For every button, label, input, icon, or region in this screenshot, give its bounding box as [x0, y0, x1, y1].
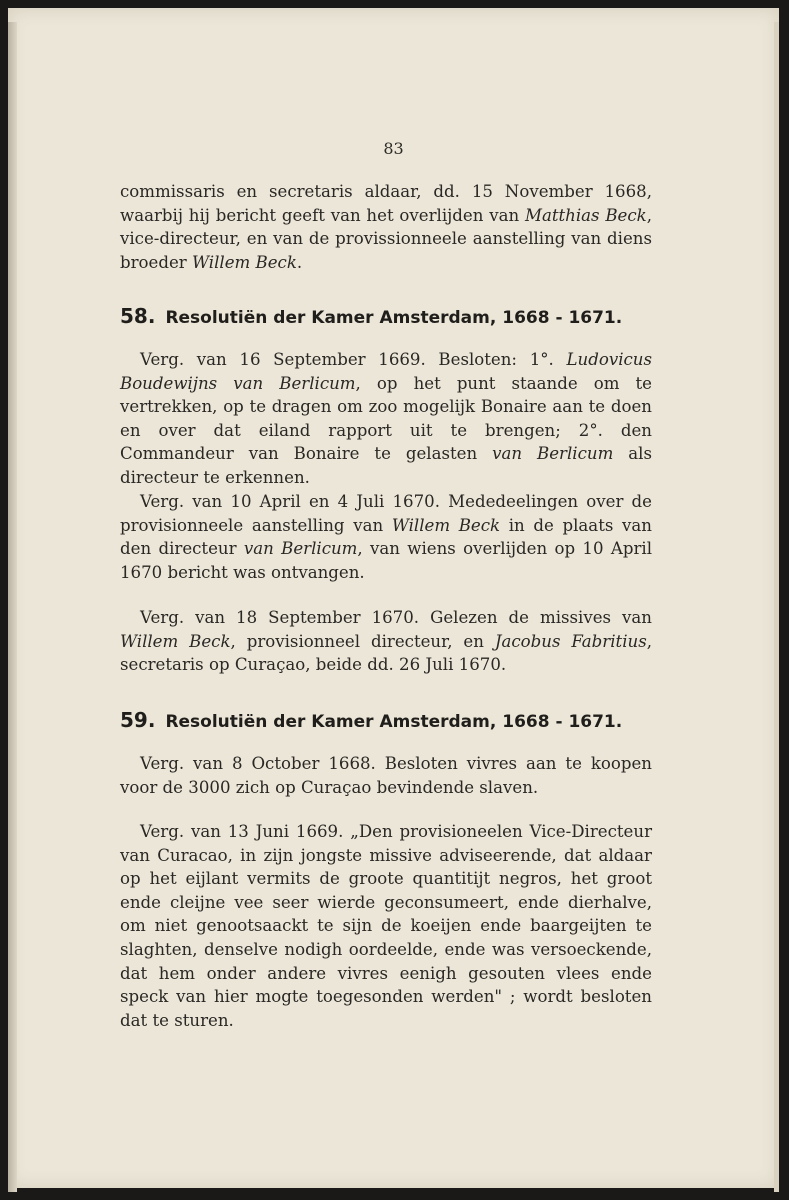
section-title: Resolutiën der Kamer Amsterdam, 1668 - 1671.	[165, 712, 623, 732]
person-name: Willem Beck	[120, 631, 231, 651]
person-name: van Berlicum	[243, 539, 358, 559]
section-number: 58.	[120, 304, 156, 328]
page-binding-edge	[8, 22, 17, 1192]
person-name: Willem Beck	[192, 252, 297, 272]
section-59-paragraph-1: Verg. van 8 October 1668. Besloten vivres aan te koopen voor de 3000 zich op Curaçao bevindende slaven.	[120, 754, 652, 797]
book-page	[8, 8, 779, 1188]
section-heading-58	[120, 304, 652, 328]
page-right-edge	[774, 22, 779, 1192]
section-heading-59	[120, 708, 652, 732]
person-name: Ludovicus Boudewijns van Berlicum	[120, 350, 652, 393]
page-number: 83	[383, 139, 404, 158]
person-name: van Berlicum	[492, 444, 614, 464]
section-58-paragraph-2: Verg. van 10 April en 4 Juli 1670. Mededeelingen over de provisionneele aanstelling van Willem Beck in de plaats van den directeur van Berlicum, van wiens overlijden op 10 April 1670 bericht was ontvangen.	[120, 492, 652, 582]
section-title: Resolutiën der Kamer Amsterdam, 1668 - 1671.	[165, 308, 623, 328]
intro-paragraph: commissaris en secretaris aldaar, dd. 15 November 1668, waarbij hij bericht geeft van het overlijden van Matthias Beck, vice-directeur, en van de provissionneele aanstelling van diens broeder Willem Beck.	[120, 182, 653, 272]
section-59-paragraph-2: Verg. van 13 Juni 1669. „Den provisioneelen Vice-Directeur van Curacao, in zijn jongste missive adviseerende, dat aldaar op het eijlant vermits de groote quantitijt negros, het groot ende cleijne vee seer wierde geconsumeert, ende dierhalve, om niet genootsaackt te sijn de koeijen ende baargeijten te slaghten, denselve nodigh oordeelde, ende was versoeckende, dat hem onder andere vivres eenigh gesouten vlees ende speck van hier mogte toegesonden werden" ; wordt besloten dat te sturen.	[120, 822, 652, 1030]
person-name: Matthias Beck	[524, 205, 647, 225]
person-name: Willem Beck	[391, 515, 501, 535]
section-58-paragraph-3: Verg. van 18 September 1670. Gelezen de missives van Willem Beck, provisionneel directeur, en Jacobus Fabritius, secretaris op Curaçao, beide dd. 26 Juli 1670.	[120, 608, 652, 675]
person-name: Jacobus Fabritius	[494, 631, 647, 651]
section-number: 59.	[120, 708, 156, 732]
section-58-paragraph-1: Verg. van 16 September 1669. Besloten: 1°. Ludovicus Boudewijns van Berlicum, op het punt staande om te vertrekken, op te dragen om zoo mogelijk Bonaire aan te doen en over dat eiland rapport uit te brengen; 2°. den Commandeur van Bonaire te gelasten van Berlicum als directeur te erkennen.	[120, 350, 652, 487]
